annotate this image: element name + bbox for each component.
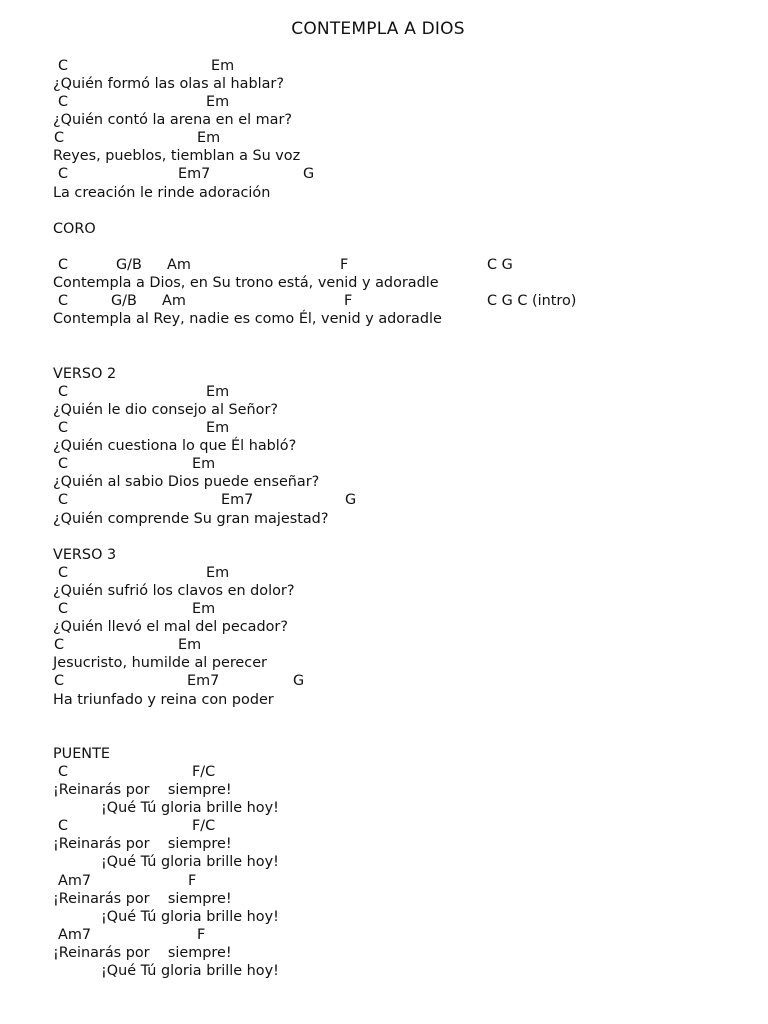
chord: Em7 xyxy=(178,166,211,182)
chord-line xyxy=(53,419,230,437)
lyric-line: Contempla al Rey, nadie es como Él, venid y adoradle xyxy=(53,311,442,327)
section-heading: VERSO 3 xyxy=(53,547,117,563)
chord: C xyxy=(54,637,65,653)
response-line: ¡Qué Tú gloria brille hoy! xyxy=(101,854,279,870)
lyric-line: ¿Quién comprende Su gran majestad? xyxy=(53,511,329,527)
response-line: ¡Qué Tú gloria brille hoy! xyxy=(101,963,279,979)
chord: Em xyxy=(178,637,202,653)
chord-line xyxy=(53,256,513,274)
chord-line xyxy=(53,165,315,183)
chord: C xyxy=(58,420,69,436)
lyric-line: ¿Quién contó la arena en el mar? xyxy=(53,112,293,128)
chord: Em xyxy=(206,420,230,436)
chord: F/C xyxy=(192,764,216,780)
chord: Em xyxy=(206,94,230,110)
chord-line xyxy=(53,872,197,890)
chord: C xyxy=(58,94,69,110)
chord-line xyxy=(53,672,305,690)
chord: C xyxy=(58,456,69,472)
chord: C xyxy=(54,130,65,146)
lyric-line: ¡Reinarás por siempre! xyxy=(53,945,232,961)
chord-line xyxy=(53,292,577,310)
chord: C xyxy=(58,166,69,182)
lyric-line: ¿Quién cuestiona lo que Él habló? xyxy=(53,438,297,454)
chord: F xyxy=(344,293,353,309)
chord: G/B xyxy=(111,293,137,309)
chord: Am xyxy=(167,257,191,273)
chord-line xyxy=(53,491,357,509)
response-line: ¡Qué Tú gloria brille hoy! xyxy=(101,800,279,816)
response-line: ¡Qué Tú gloria brille hoy! xyxy=(101,909,279,925)
chord: F xyxy=(188,873,197,889)
chord: F xyxy=(197,927,206,943)
lyric-line: ¿Quién al sabio Dios puede enseñar? xyxy=(53,474,320,490)
chord: G xyxy=(293,673,305,689)
lyric-line: ¿Quién llevó el mal del pecador? xyxy=(53,619,288,635)
chord: Am7 xyxy=(58,927,92,943)
chord: C xyxy=(58,818,69,834)
lyric-line: ¡Reinarás por siempre! xyxy=(53,836,232,852)
lyric-line: Ha triunfado y reina con poder xyxy=(53,692,274,708)
lyric-line: ¡Reinarás por siempre! xyxy=(53,782,232,798)
section-heading: CORO xyxy=(53,221,96,237)
lyric-line: Reyes, pueblos, tiemblan a Su voz xyxy=(53,148,301,164)
chord: C xyxy=(54,673,65,689)
chord: C xyxy=(58,293,69,309)
chord-line xyxy=(53,763,216,781)
chord: G xyxy=(345,492,357,508)
chord: Am7 xyxy=(58,873,92,889)
chord: Em xyxy=(192,456,216,472)
lyric-line: ¡Reinarás por siempre! xyxy=(53,891,232,907)
lyric-line: ¿Quién le dio consejo al Señor? xyxy=(53,402,278,418)
lyric-line: ¿Quién formó las olas al hablar? xyxy=(53,76,284,92)
chord-line xyxy=(53,600,216,618)
chord-line xyxy=(53,93,230,111)
chord: Em xyxy=(206,384,230,400)
chord: F xyxy=(340,257,349,273)
chord-line xyxy=(53,129,221,147)
chord: Em7 xyxy=(221,492,254,508)
chord-line xyxy=(53,926,206,944)
chord: C G C (intro) xyxy=(487,293,577,309)
lyric-line: Contempla a Dios, en Su trono está, venid y adoradle xyxy=(53,275,439,291)
chord: C xyxy=(58,565,69,581)
chord-line xyxy=(53,383,230,401)
chord: C xyxy=(58,58,69,74)
chord: Am xyxy=(162,293,186,309)
chord-line xyxy=(53,455,216,473)
chord: C xyxy=(58,764,69,780)
chord: Em xyxy=(211,58,235,74)
chord: C xyxy=(58,257,69,273)
song-title: CONTEMPLA A DIOS xyxy=(291,19,465,39)
chord: Em xyxy=(197,130,221,146)
chord: Em7 xyxy=(187,673,220,689)
chord: C xyxy=(58,492,69,508)
lyric-line: La creación le rinde adoración xyxy=(53,185,271,201)
section-heading: PUENTE xyxy=(53,746,110,762)
chord: G/B xyxy=(116,257,142,273)
chord: F/C xyxy=(192,818,216,834)
chord: G xyxy=(303,166,315,182)
chord: C xyxy=(58,384,69,400)
chord-line xyxy=(53,636,202,654)
chord: Em xyxy=(206,565,230,581)
lyric-line: ¿Quién sufrió los clavos en dolor? xyxy=(53,583,295,599)
chord-line xyxy=(53,564,230,582)
chord-line xyxy=(53,817,216,835)
chord: C xyxy=(58,601,69,617)
chord: C G xyxy=(487,257,513,273)
chord-line xyxy=(53,57,235,75)
lyric-line: Jesucristo, humilde al perecer xyxy=(53,655,267,671)
chord: Em xyxy=(192,601,216,617)
section-heading: VERSO 2 xyxy=(53,366,117,382)
